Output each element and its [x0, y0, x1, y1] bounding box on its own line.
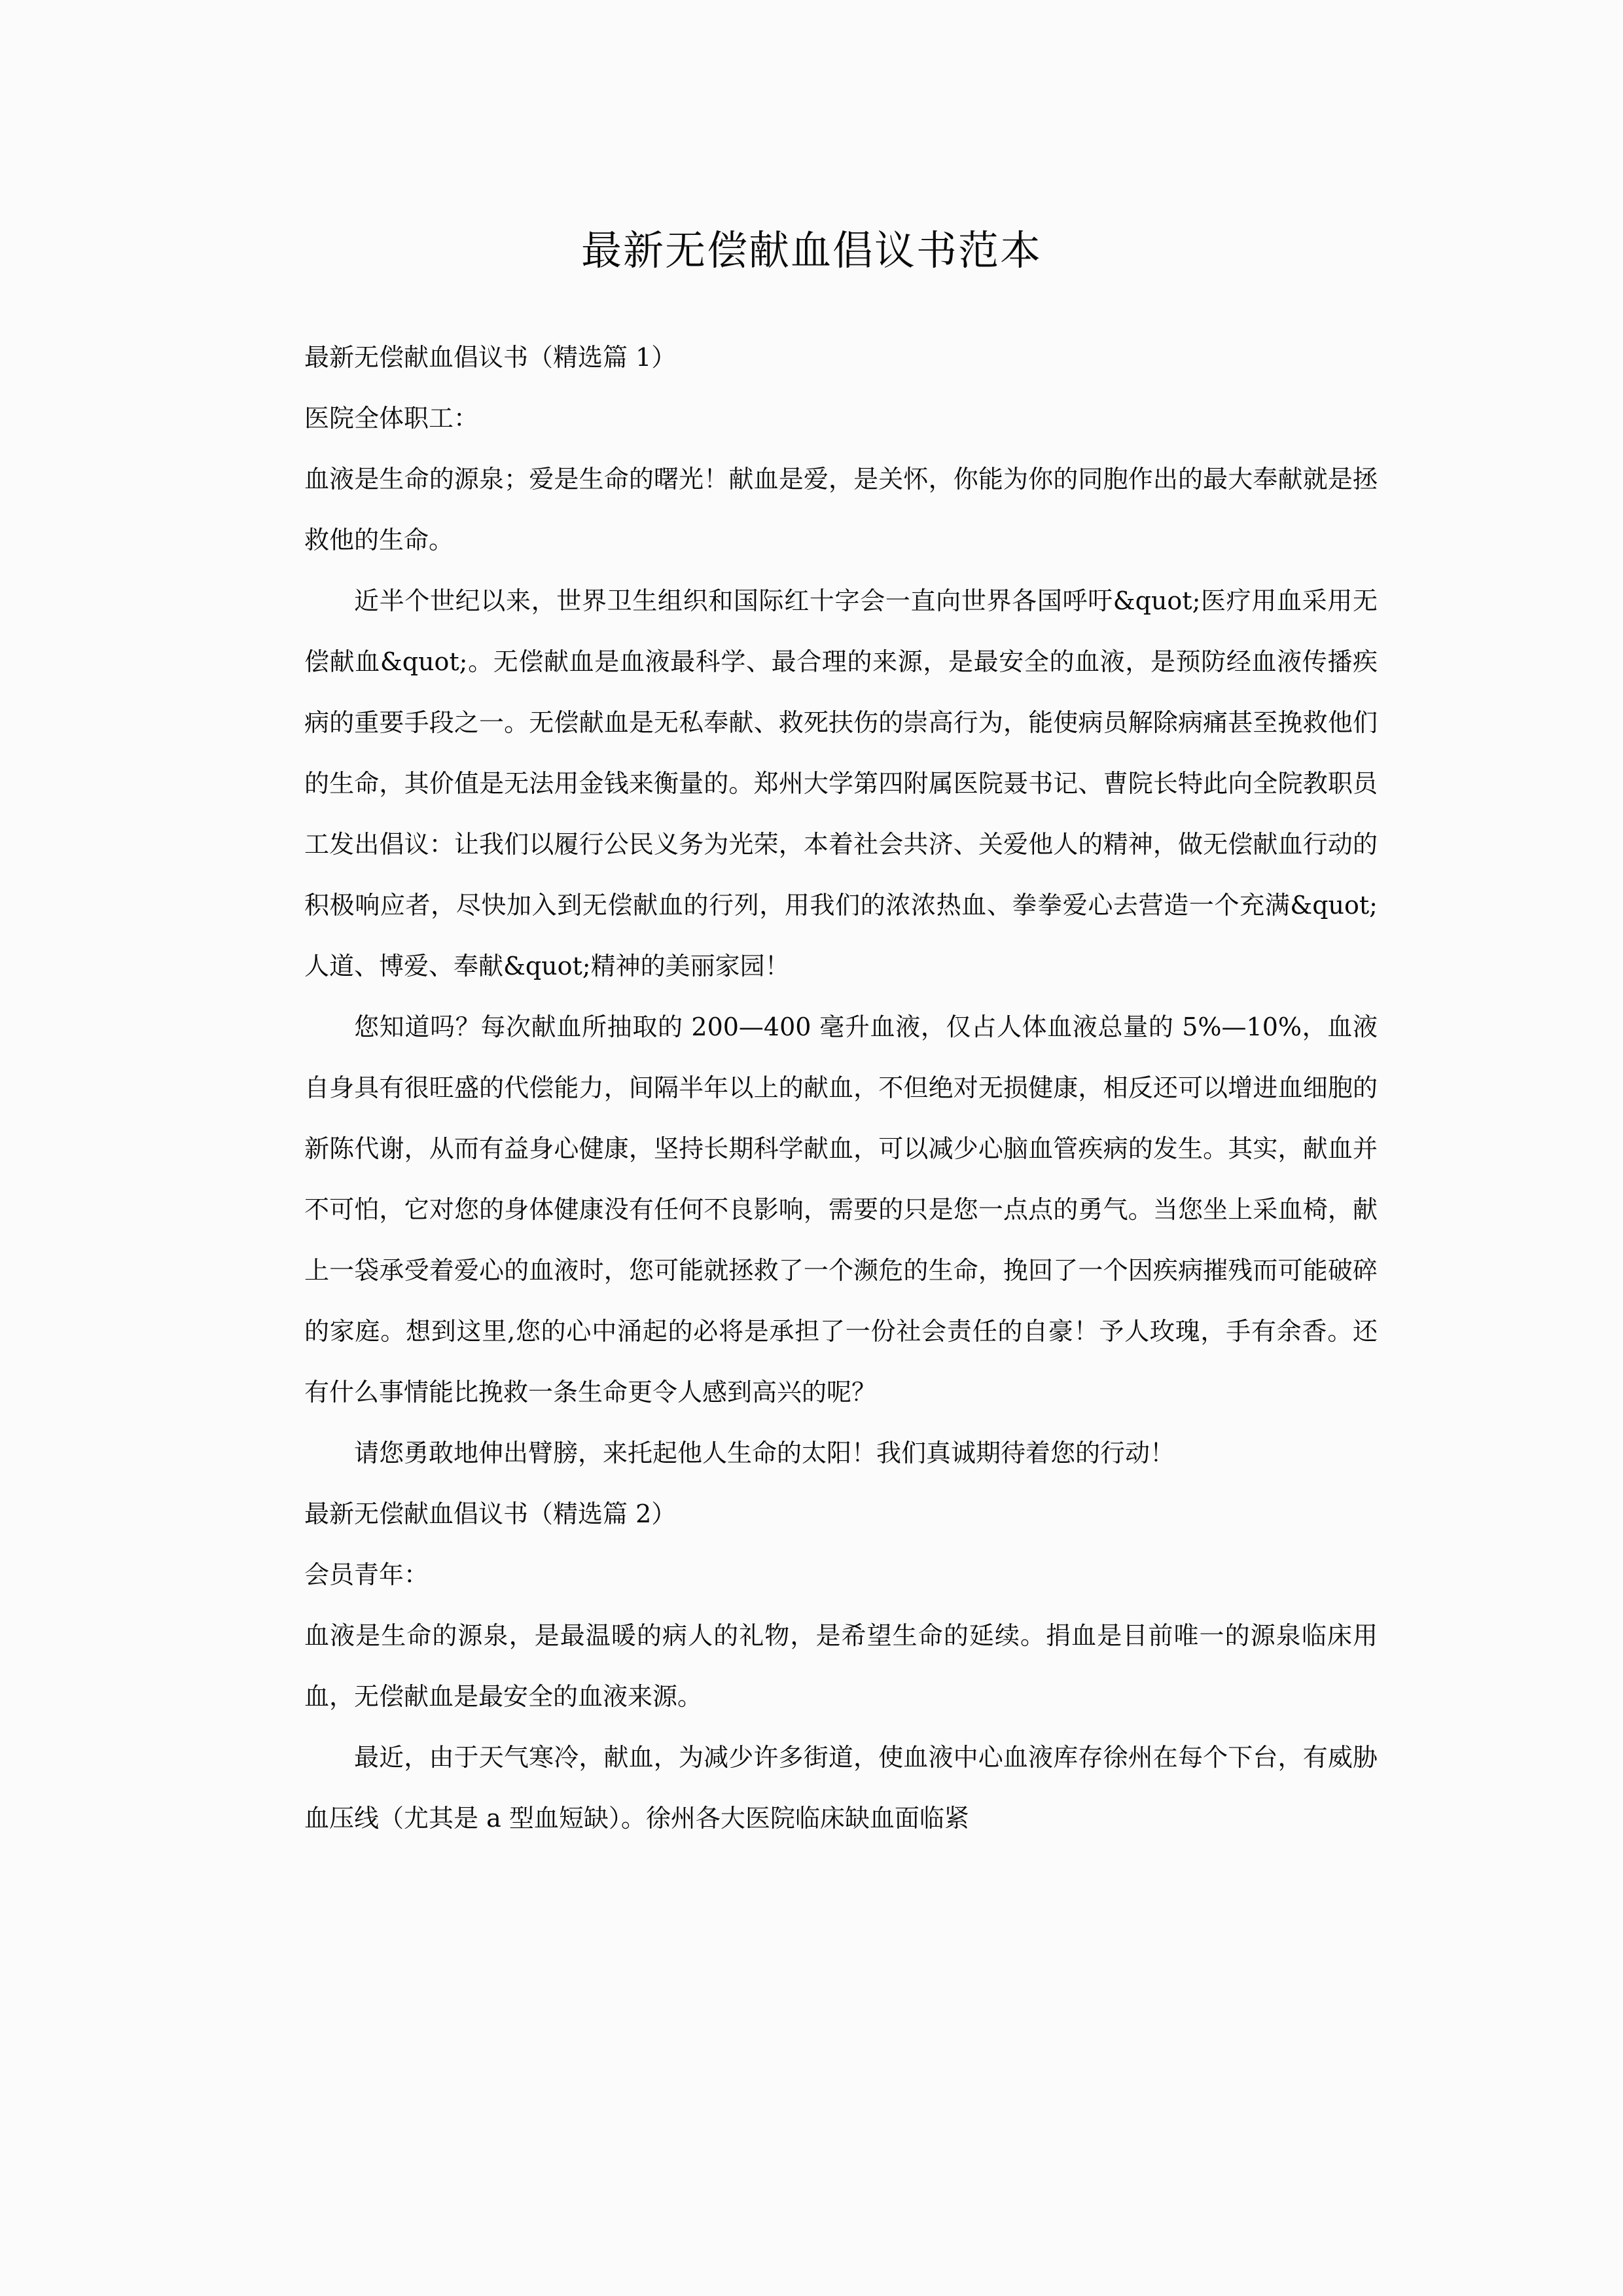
paragraph-1-2: 近半个世纪以来，世界卫生组织和国际红十字会一直向世界各国呼吁&quot;医疗用血采用无偿献血&quot;。无偿献血是血液最科学、最合理的来源，是最安全的血液，是预防经血液传播疾病的重要手段之一。无偿献血是无私奉献、救死扶伤的崇高行为，能使病员解除病痛甚至挽救他们的生命，其价值是无法用金钱来衡量的。郑州大学第四附属医院聂书记、曹院长特此向全院教职员工发出倡议：让我们以履行公民义务为光荣，本着社会共济、关爱他人的精神，做无偿献血行动的积极响应者，尽快加入到无偿献血的行列，用我们的浓浓热血、拳拳爱心去营造一个充满&quot;人道、博爱、奉献&quot;精神的美丽家园！ — [304, 586, 1378, 980]
section-heading-1: 最新无偿献血倡议书（精选篇 1） — [304, 343, 677, 372]
document-body — [304, 327, 1378, 1849]
paragraph-2-2: 最近，由于天气寒冷，献血，为减少许多街道，使血液中心血液库存徐州在每个下台，有威胁血压线（尤其是 a 型血短缺）。徐州各大医院临床缺血面临紧 — [304, 1743, 1378, 1833]
paragraph-2-1: 血液是生命的源泉，是最温暖的病人的礼物，是希望生命的延续。捐血是目前唯一的源泉临床用血，无偿献血是最安全的血液来源。 — [304, 1621, 1378, 1711]
section-heading-2: 最新无偿献血倡议书（精选篇 2） — [304, 1499, 677, 1528]
page-title: 最新无偿献血倡议书范本 — [580, 226, 1042, 274]
salutation-1: 医院全体职工： — [304, 404, 479, 433]
paragraph-1-3: 您知道吗？每次献血所抽取的 200—400 毫升血液，仅占人体血液总量的 5%—10%，血液自身具有很旺盛的代偿能力，间隔半年以上的献血，不但绝对无损健康，相反还可以增进血细胞的新陈代谢，从而有益身心健康，坚持长期科学献血，可以减少心脑血管疾病的发生。其实，献血并不可怕，它对您的身体健康没有任何不良影响，需要的只是您一点点的勇气。当您坐上采血椅，献上一袋承受着爱心的血液时，您可能就拯救了一个濒危的生命，挽回了一个因疾病摧残而可能破碎的家庭。想到这里,您的心中涌起的必将是承担了一份社会责任的自豪！予人玫瑰，手有余香。还有什么事情能比挽救一条生命更令人感到高兴的呢？ — [304, 1013, 1378, 1407]
paragraph-1-4: 请您勇敢地伸出臂膀，来托起他人生命的太阳！我们真诚期待着您的行动！ — [354, 1439, 1175, 1467]
salutation-2: 会员青年： — [304, 1560, 429, 1589]
paragraph-1-1: 血液是生命的源泉；爱是生命的曙光！献血是爱，是关怀，你能为你的同胞作出的最大奉献就是拯救他的生命。 — [304, 465, 1378, 554]
